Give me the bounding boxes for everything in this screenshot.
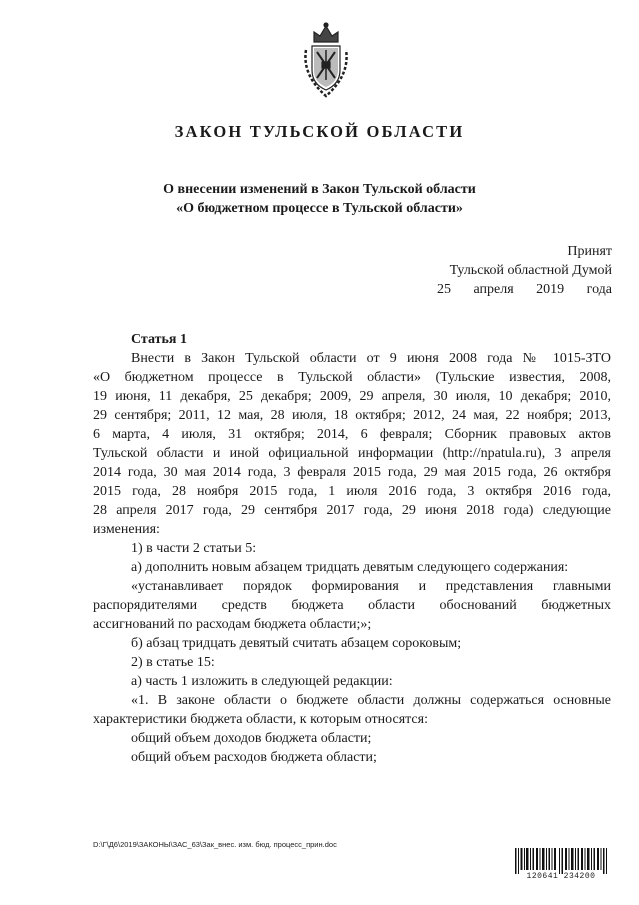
body-line: 2014 года, 30 мая 2014 года, 3 февраля 2015 года, 29 мая 2015 года, 26 октября	[93, 465, 611, 480]
body-line: 1) в части 2 статьи 5:	[131, 541, 257, 556]
law-subtitle	[0, 180, 639, 218]
law-title: ЗАКОН ТУЛЬСКОЙ ОБЛАСТИ	[174, 122, 465, 141]
body-line: «О бюджетном процессе в Тульской области» (Тульские известия, 2008,	[93, 370, 611, 385]
body-line: 2015 года, 28 ноября 2015 года, 1 июля 2016 года, 3 октября 2016 года,	[93, 484, 611, 499]
body-line: а) дополнить новым абзацем тридцать девятым следующего содержания:	[131, 560, 569, 575]
body-line: 29 сентября; 2011, 12 мая, 28 июля, 18 октября; 2012, 24 мая, 22 ноября; 2013,	[93, 408, 611, 423]
adopted-month: апреля	[473, 282, 514, 297]
adopted-day: 25	[437, 282, 451, 297]
body-line: общий объем расходов бюджета области;	[131, 750, 377, 765]
adopted-date	[422, 280, 612, 299]
body-line: Внести в Закон Тульской области от 9 июня 2008 года № 1015-ЗТО	[131, 351, 611, 366]
adopted-label: Принят	[567, 244, 612, 259]
adopted-year-word: года	[586, 282, 612, 297]
law-body	[93, 330, 611, 767]
body-line: ассигнований по расходам бюджета области;»;	[93, 617, 372, 632]
body-line: 19 июня, 11 декабря, 25 декабря; 2009, 29 апреля, 30 июля, 10 декабря; 2010,	[93, 389, 611, 404]
adopted-by: Тульской областной Думой	[449, 263, 612, 278]
adoption-block	[422, 242, 612, 299]
adopted-year: 2019	[536, 282, 565, 297]
body-line: 28 апреля 2017 года, 29 сентября 2017 года, 29 июня 2018 года) следующие	[93, 503, 611, 518]
body-line: распорядителями средств бюджета области обоснований бюджетных	[93, 598, 611, 613]
body-line: б) абзац тридцать девятый считать абзацем сороковым;	[131, 636, 462, 651]
body-line: а) часть 1 изложить в следующей редакции:	[131, 674, 393, 689]
subtitle-line-1: О внесении изменений в Закон Тульской области	[163, 182, 476, 197]
body-line: общий объем доходов бюджета области;	[131, 731, 372, 746]
tula-coat-of-arms-emblem	[298, 20, 354, 100]
article-heading: Статья 1	[131, 332, 187, 347]
barcode-number: 120641 234200	[526, 872, 596, 881]
file-path-footer: D:\Г\Д6\2019\ЗАКОНЫ\ЗАС_63\Зак_внес. изм. бюд. процесс_прин.doc	[93, 840, 337, 849]
body-line: «1. В законе области о бюджете области должны содержаться основные	[131, 693, 611, 708]
body-line: 6 марта, 4 июля, 31 октября; 2014, 6 февраля; Сборник правовых актов	[93, 427, 611, 442]
body-line: 2) в статье 15:	[131, 655, 215, 670]
body-line: изменения:	[93, 522, 160, 537]
body-line: Тульской области и иной официальной информации (http://npatula.ru), 3 апреля	[93, 446, 611, 461]
body-line: характеристики бюджета области, к которым относятся:	[93, 712, 428, 727]
body-line: «устанавливает порядок формирования и представления главными	[131, 579, 611, 594]
subtitle-line-2: «О бюджетном процессе в Тульской области»	[176, 201, 463, 216]
